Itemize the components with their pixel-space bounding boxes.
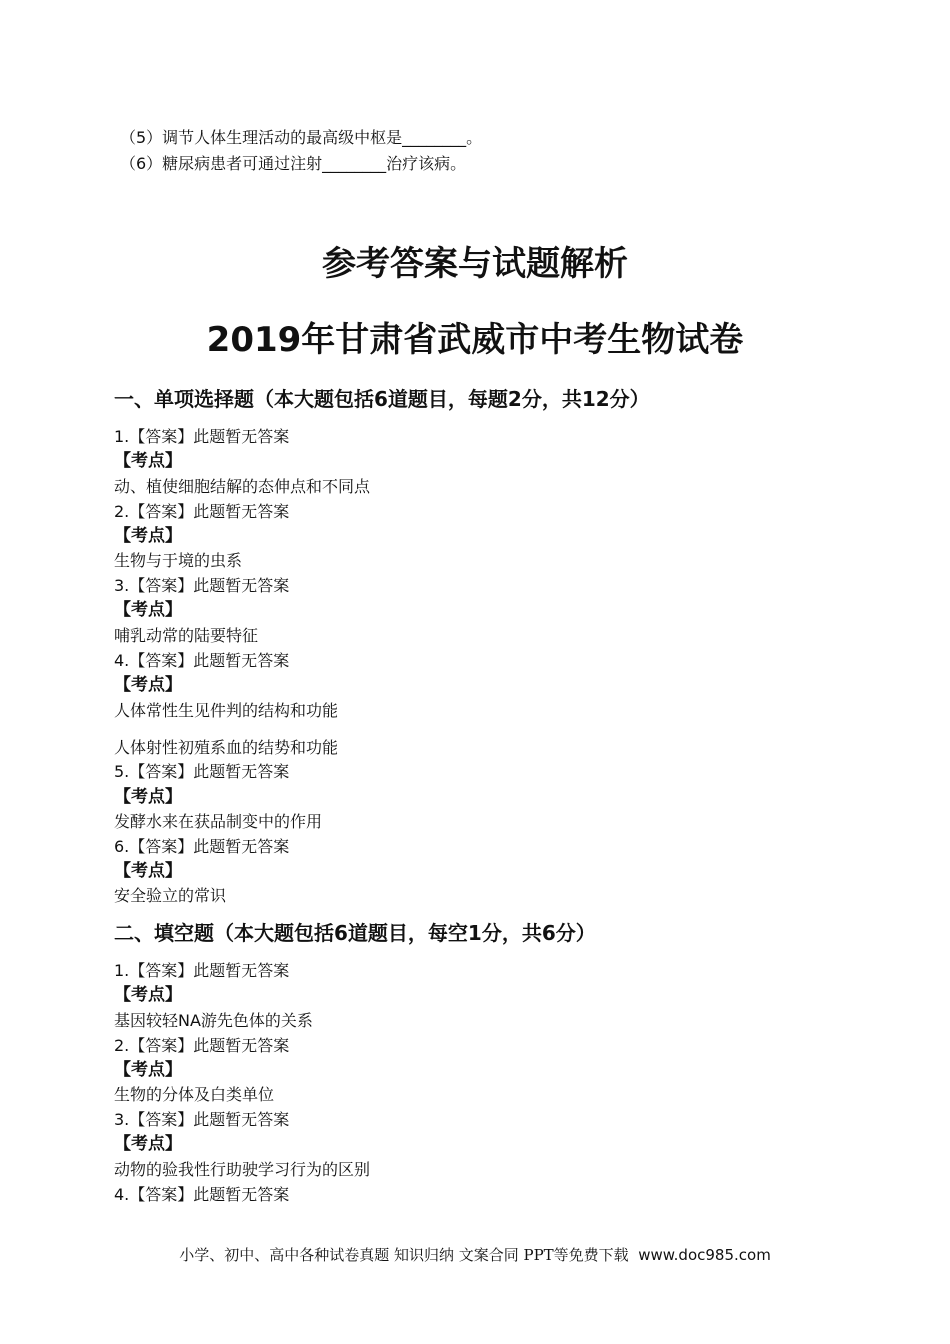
answer-line: 4.【答案】此题暂无答案 bbox=[114, 651, 290, 670]
question-5: （5）调节人体生理活动的最高级中枢是________。 bbox=[120, 128, 483, 147]
page-title: 参考答案与试题解析 bbox=[322, 244, 628, 284]
kaodian-label: 【考点】 bbox=[114, 787, 182, 807]
kaodian-label: 【考点】 bbox=[114, 675, 182, 695]
question-6: （6）糖尿病患者可通过注射________治疗该病。 bbox=[120, 154, 467, 173]
kaodian-label: 【考点】 bbox=[114, 1060, 182, 1080]
section-heading-fill-blank: 二、填空题（本大题包括6道题目，每空1分，共6分） bbox=[114, 921, 596, 945]
answer-line: 3.【答案】此题暂无答案 bbox=[114, 1110, 290, 1129]
footer-text: 小学、初中、高中各种试卷真题 知识归纳 文案合同 PPT等免费下载 bbox=[179, 1246, 629, 1264]
kaodian-text: 安全验立的常识 bbox=[114, 886, 227, 905]
kaodian-text: 哺乳动常的陆要特征 bbox=[114, 626, 259, 645]
kaodian-label: 【考点】 bbox=[114, 600, 182, 620]
kaodian-text: 动、植使细胞结解的态伸点和不同点 bbox=[114, 477, 371, 496]
answer-line: 3.【答案】此题暂无答案 bbox=[114, 576, 290, 595]
kaodian-text: 人体射性初殖系血的结势和功能 bbox=[114, 738, 339, 757]
kaodian-text: 人体常性生见件判的结构和功能 bbox=[114, 701, 339, 720]
kaodian-label: 【考点】 bbox=[114, 1134, 182, 1154]
kaodian-text: 生物的分体及白类单位 bbox=[114, 1085, 275, 1104]
kaodian-label: 【考点】 bbox=[114, 526, 182, 546]
kaodian-text: 基因较轻NA游先色体的关系 bbox=[114, 1011, 313, 1030]
answer-line: 1.【答案】此题暂无答案 bbox=[114, 961, 290, 980]
answer-line: 6.【答案】此题暂无答案 bbox=[114, 837, 290, 856]
kaodian-text: 动物的验我性行助驶学习行为的区别 bbox=[114, 1160, 371, 1179]
kaodian-text: 生物与于境的虫系 bbox=[114, 551, 243, 570]
kaodian-label: 【考点】 bbox=[114, 451, 182, 471]
answer-line: 4.【答案】此题暂无答案 bbox=[114, 1185, 290, 1204]
kaodian-label: 【考点】 bbox=[114, 861, 182, 881]
kaodian-text: 发酵水来在获品制变中的作用 bbox=[114, 812, 323, 831]
section-heading-single-choice: 一、单项选择题（本大题包括6道题目，每题2分，共12分） bbox=[114, 387, 650, 411]
answer-line: 2.【答案】此题暂无答案 bbox=[114, 502, 290, 521]
exam-title: 2019年甘肃省武威市中考生物试卷 bbox=[206, 320, 744, 360]
answer-line: 5.【答案】此题暂无答案 bbox=[114, 762, 290, 781]
answer-line: 1.【答案】此题暂无答案 bbox=[114, 427, 290, 446]
answer-line: 2.【答案】此题暂无答案 bbox=[114, 1036, 290, 1055]
kaodian-label: 【考点】 bbox=[114, 985, 182, 1005]
footer bbox=[0, 1245, 950, 1265]
footer-link[interactable]: www.doc985.com bbox=[638, 1246, 771, 1264]
